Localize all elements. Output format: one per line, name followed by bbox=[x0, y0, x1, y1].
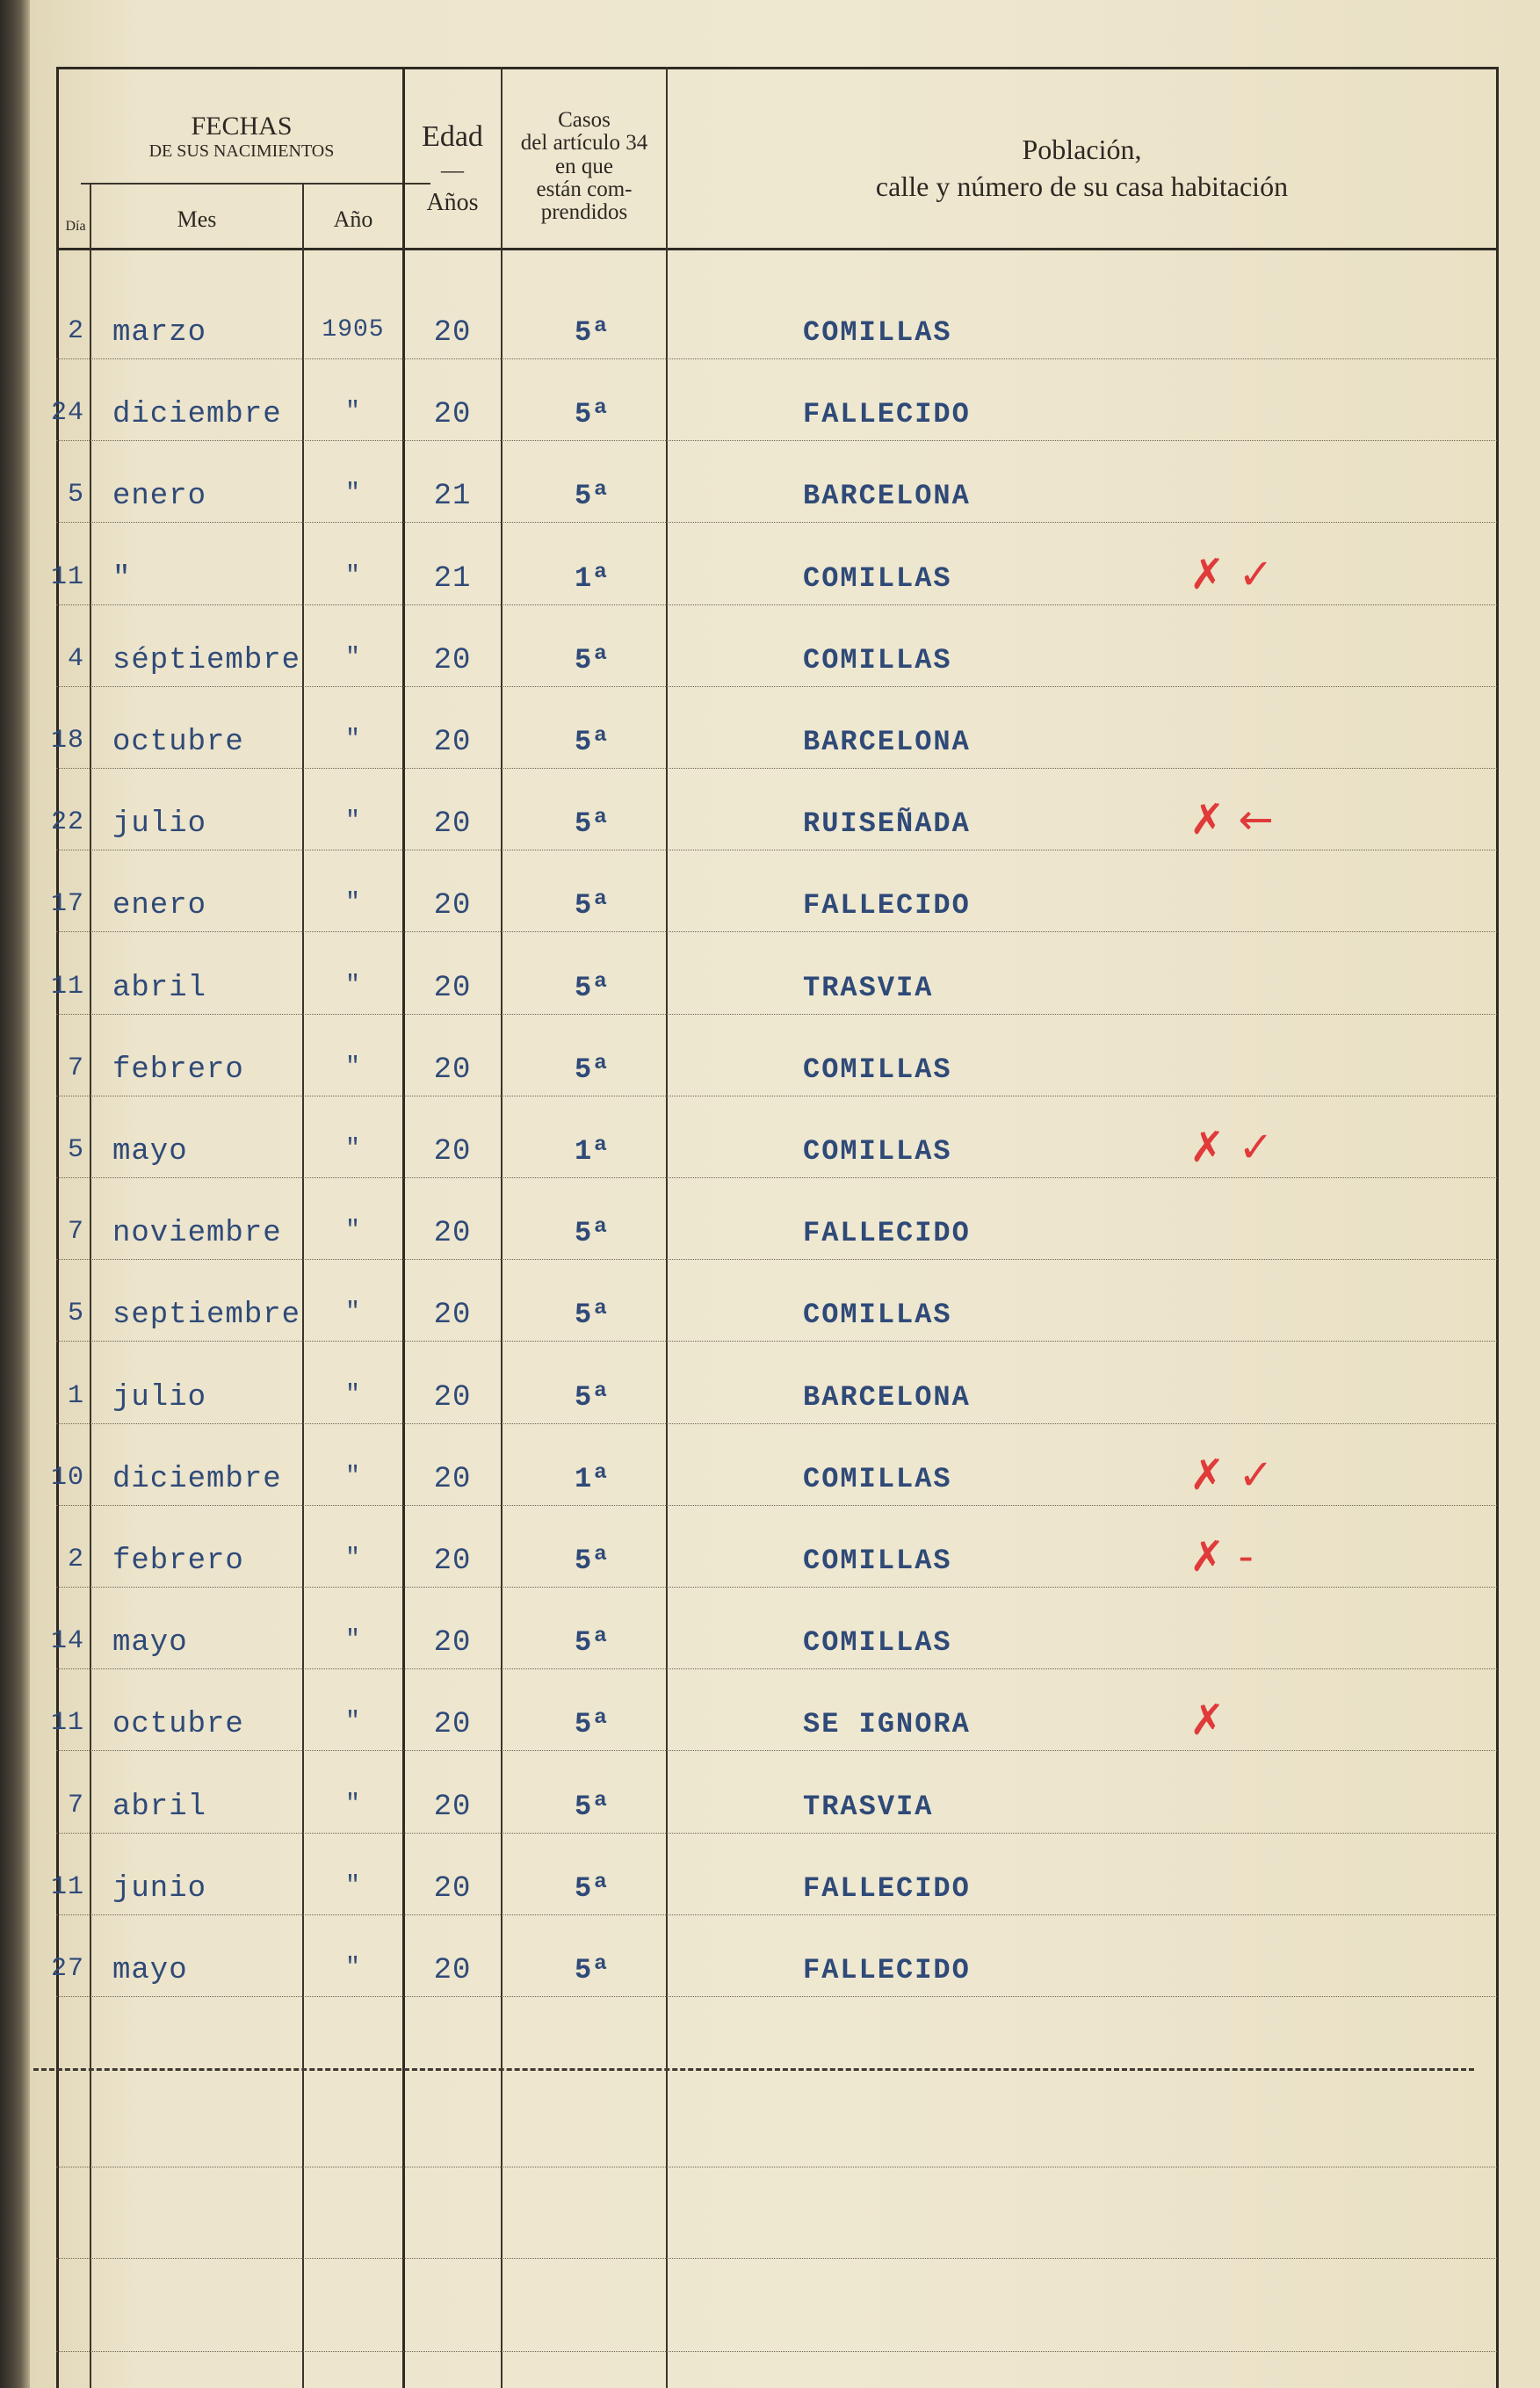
row-ruled-line bbox=[56, 440, 1497, 441]
row-edad: 20 bbox=[433, 971, 472, 1005]
dia-header: Día bbox=[65, 219, 86, 234]
row-mes: febrero bbox=[112, 1053, 244, 1087]
row-edad: 20 bbox=[433, 1545, 472, 1578]
red-pencil-mark: ✗ ✓ bbox=[1189, 1123, 1274, 1172]
row-casos: 5ª bbox=[575, 643, 611, 677]
row-edad: 20 bbox=[433, 1135, 472, 1169]
row-ano: " bbox=[345, 1299, 361, 1327]
row-poblacion: TRASVIA bbox=[803, 971, 934, 1004]
row-poblacion: BARCELONA bbox=[803, 1380, 971, 1414]
row-edad: 20 bbox=[433, 1462, 472, 1496]
red-pencil-mark: ✗ ← bbox=[1189, 795, 1274, 845]
row-casos: 5ª bbox=[575, 1871, 611, 1905]
col-divider-casos bbox=[666, 67, 668, 2388]
row-poblacion: COMILLAS bbox=[803, 1545, 952, 1577]
row-casos: 5ª bbox=[575, 1053, 611, 1086]
row-dia: 11 bbox=[50, 1708, 84, 1739]
row-poblacion: COMILLAS bbox=[803, 561, 952, 595]
row-casos: 5ª bbox=[575, 1217, 611, 1250]
row-poblacion: FALLECIDO bbox=[803, 1871, 971, 1905]
red-pencil-mark: ✗ bbox=[1189, 1696, 1225, 1746]
row-ruled-line bbox=[56, 358, 1497, 359]
row-mes: octubre bbox=[112, 726, 244, 759]
row-mes: julio bbox=[112, 807, 207, 842]
row-poblacion: FALLECIDO bbox=[803, 889, 971, 923]
row-casos: 5ª bbox=[575, 889, 611, 923]
row-ano: " bbox=[345, 1462, 361, 1490]
row-poblacion: COMILLAS bbox=[803, 1053, 952, 1086]
book-binding-shadow bbox=[0, 0, 30, 2388]
row-ano: " bbox=[345, 1871, 361, 1900]
row-mes: mayo bbox=[112, 1135, 188, 1169]
row-edad: 21 bbox=[433, 480, 472, 514]
row-casos: 5ª bbox=[575, 1626, 611, 1660]
row-mes: mayo bbox=[112, 1954, 188, 1987]
row-ano: " bbox=[345, 1708, 361, 1736]
row-poblacion: RUISEÑADA bbox=[803, 807, 971, 841]
row-dia: 18 bbox=[50, 726, 84, 756]
casos-line: prendidos bbox=[540, 200, 628, 224]
row-ano: " bbox=[345, 1545, 361, 1572]
poblacion-line: calle y número de su casa habitación bbox=[875, 170, 1289, 202]
row-mes: noviembre bbox=[112, 1217, 282, 1251]
row-dia: 5 bbox=[67, 1135, 84, 1165]
casos-line: Casos bbox=[558, 108, 611, 132]
row-ano: " bbox=[345, 398, 361, 426]
row-casos: 5ª bbox=[575, 316, 611, 349]
row-ruled-line bbox=[56, 522, 1497, 523]
row-poblacion: BARCELONA bbox=[803, 726, 971, 758]
row-dia: 2 bbox=[67, 1545, 84, 1574]
row-casos: 1ª bbox=[575, 561, 611, 595]
row-ruled-line bbox=[56, 1259, 1497, 1260]
fechas-title: FECHAS bbox=[191, 112, 293, 141]
row-ruled-line bbox=[56, 1014, 1497, 1015]
row-poblacion: COMILLAS bbox=[803, 643, 952, 677]
row-dia: 4 bbox=[67, 643, 84, 674]
red-pencil-mark: ✗ ✓ bbox=[1189, 549, 1274, 599]
row-ano: " bbox=[345, 1380, 361, 1408]
closing-dashed-line bbox=[33, 2068, 1474, 2071]
casos-line: del artículo 34 bbox=[520, 131, 648, 156]
blank-ruled-line bbox=[56, 2258, 1497, 2259]
red-pencil-mark: ✗ ✓ bbox=[1189, 1450, 1274, 1500]
row-mes: abril bbox=[112, 1790, 207, 1824]
row-dia: 10 bbox=[50, 1462, 84, 1493]
row-edad: 20 bbox=[433, 1871, 472, 1906]
row-mes: enero bbox=[112, 480, 207, 514]
row-ano: " bbox=[345, 971, 361, 999]
row-poblacion: COMILLAS bbox=[803, 316, 952, 349]
row-poblacion: FALLECIDO bbox=[803, 398, 971, 431]
fechas-subheader-rule bbox=[81, 183, 430, 185]
row-ano: " bbox=[345, 807, 361, 836]
row-casos: 5ª bbox=[575, 1790, 611, 1823]
table-top-rule bbox=[56, 67, 1497, 69]
row-edad: 20 bbox=[433, 1299, 472, 1333]
row-poblacion: TRASVIA bbox=[803, 1790, 934, 1823]
row-ano: " bbox=[345, 1626, 361, 1654]
row-mes: septiembre bbox=[112, 1299, 301, 1333]
row-ano: " bbox=[345, 1790, 361, 1818]
row-ruled-line bbox=[56, 1423, 1497, 1424]
col-divider-dia bbox=[90, 183, 91, 2388]
row-casos: 5ª bbox=[575, 398, 611, 431]
row-mes: enero bbox=[112, 889, 207, 923]
row-poblacion: FALLECIDO bbox=[803, 1954, 971, 1986]
poblacion-header bbox=[668, 132, 1496, 205]
row-edad: 20 bbox=[433, 726, 472, 759]
casos-line: están com- bbox=[536, 177, 633, 201]
row-ruled-line bbox=[56, 1587, 1497, 1588]
row-ruled-line bbox=[56, 1914, 1497, 1915]
row-dia: 7 bbox=[67, 1217, 84, 1248]
edad-header: Edad bbox=[422, 120, 483, 153]
blank-ruled-line bbox=[56, 2351, 1497, 2352]
row-dia: 11 bbox=[50, 971, 84, 1002]
row-ruled-line bbox=[56, 604, 1497, 605]
row-edad: 20 bbox=[433, 807, 472, 842]
row-dia: 7 bbox=[67, 1053, 84, 1083]
row-edad: 20 bbox=[433, 1626, 472, 1661]
row-dia: 7 bbox=[67, 1790, 84, 1820]
row-edad: 21 bbox=[433, 561, 472, 596]
row-poblacion: BARCELONA bbox=[803, 480, 971, 513]
row-ano: 1905 bbox=[322, 316, 385, 344]
row-ano: " bbox=[345, 480, 361, 508]
row-casos: 5ª bbox=[575, 1380, 611, 1414]
row-ruled-line bbox=[56, 1341, 1497, 1342]
row-edad: 20 bbox=[433, 643, 472, 677]
row-casos: 5ª bbox=[575, 1708, 611, 1741]
row-dia: 2 bbox=[67, 316, 84, 346]
row-mes: abril bbox=[112, 971, 207, 1005]
row-dia: 24 bbox=[50, 398, 84, 429]
register-page bbox=[30, 0, 1540, 2388]
row-casos: 5ª bbox=[575, 480, 611, 513]
row-mes: mayo bbox=[112, 1626, 188, 1661]
row-poblacion: COMILLAS bbox=[803, 1462, 952, 1495]
red-pencil-mark: ✗ - bbox=[1189, 1532, 1254, 1581]
row-mes: " bbox=[112, 561, 132, 596]
col-divider-edad bbox=[501, 67, 502, 2388]
row-mes: julio bbox=[112, 1380, 207, 1415]
row-mes: diciembre bbox=[112, 398, 282, 432]
row-casos: 5ª bbox=[575, 807, 611, 841]
row-poblacion: COMILLAS bbox=[803, 1135, 952, 1168]
row-edad: 20 bbox=[433, 398, 472, 432]
row-dia: 27 bbox=[50, 1954, 84, 1984]
row-mes: séptiembre bbox=[112, 643, 301, 677]
row-ano: " bbox=[345, 643, 361, 671]
row-ano: " bbox=[345, 1954, 361, 1981]
row-edad: 20 bbox=[433, 1954, 472, 1987]
row-ruled-line bbox=[56, 1177, 1497, 1178]
edad-dash: — bbox=[441, 157, 464, 183]
row-casos: 5ª bbox=[575, 971, 611, 1004]
fechas-subtitle: DE SUS NACIMIENTOS bbox=[148, 141, 335, 161]
row-dia: 1 bbox=[67, 1380, 84, 1411]
row-edad: 20 bbox=[433, 1380, 472, 1415]
row-dia: 5 bbox=[67, 480, 84, 510]
row-edad: 20 bbox=[433, 889, 472, 923]
row-ano: " bbox=[345, 1135, 361, 1162]
row-ano: " bbox=[345, 1217, 361, 1245]
row-ruled-line bbox=[56, 768, 1497, 769]
col-divider-mes bbox=[302, 183, 304, 2388]
row-ruled-line bbox=[56, 1668, 1497, 1669]
row-casos: 5ª bbox=[575, 1299, 611, 1332]
row-poblacion: SE IGNORA bbox=[803, 1708, 971, 1741]
row-edad: 20 bbox=[433, 316, 472, 350]
row-casos: 5ª bbox=[575, 1545, 611, 1577]
header-bottom-rule bbox=[56, 248, 1497, 250]
row-dia: 5 bbox=[67, 1299, 84, 1329]
row-edad: 20 bbox=[433, 1708, 472, 1742]
row-ruled-line bbox=[56, 1750, 1497, 1751]
row-ruled-line bbox=[56, 686, 1497, 687]
row-mes: marzo bbox=[112, 316, 207, 350]
mes-header: Mes bbox=[177, 206, 217, 232]
row-ano: " bbox=[345, 889, 361, 917]
row-ruled-line bbox=[56, 1833, 1497, 1834]
row-dia: 22 bbox=[50, 807, 84, 838]
row-dia: 14 bbox=[50, 1626, 84, 1657]
row-ruled-line bbox=[56, 1505, 1497, 1506]
poblacion-line: Población, bbox=[1022, 134, 1142, 165]
row-dia: 17 bbox=[50, 889, 84, 920]
row-edad: 20 bbox=[433, 1217, 472, 1251]
row-dia: 11 bbox=[50, 561, 84, 592]
row-casos: 1ª bbox=[575, 1135, 611, 1168]
ano-header: Año bbox=[333, 206, 373, 232]
casos-line: en que bbox=[555, 154, 613, 178]
row-poblacion: FALLECIDO bbox=[803, 1217, 971, 1250]
row-edad: 20 bbox=[433, 1053, 472, 1087]
row-edad: 20 bbox=[433, 1790, 472, 1824]
row-casos: 5ª bbox=[575, 1954, 611, 1986]
row-mes: octubre bbox=[112, 1708, 244, 1742]
row-poblacion: COMILLAS bbox=[803, 1626, 952, 1660]
row-dia: 11 bbox=[50, 1871, 84, 1902]
row-mes: diciembre bbox=[112, 1462, 282, 1496]
row-ruled-line bbox=[56, 1996, 1497, 1997]
row-ano: " bbox=[345, 726, 361, 753]
row-ruled-line bbox=[56, 931, 1497, 932]
row-ano: " bbox=[345, 561, 361, 590]
row-poblacion: COMILLAS bbox=[803, 1299, 952, 1332]
row-casos: 1ª bbox=[575, 1462, 611, 1495]
row-mes: junio bbox=[112, 1871, 207, 1906]
casos-header bbox=[502, 109, 666, 224]
row-ano: " bbox=[345, 1053, 361, 1081]
edad-unit: Años bbox=[426, 189, 479, 216]
row-mes: febrero bbox=[112, 1545, 244, 1578]
row-casos: 5ª bbox=[575, 726, 611, 758]
right-border bbox=[1496, 67, 1499, 2388]
